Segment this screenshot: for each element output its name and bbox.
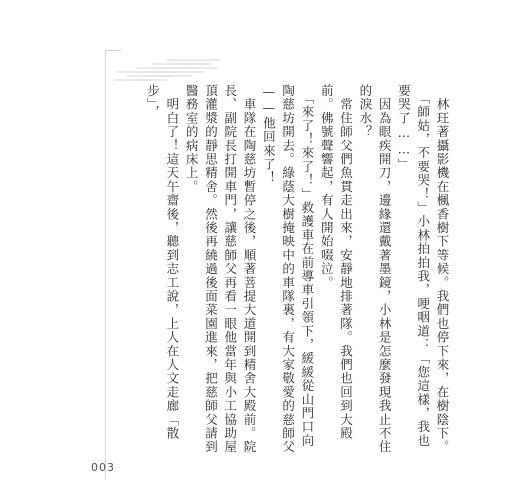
paragraph: 車隊在陶慈坊暫停之後，順著菩提大道開到精舍大殿前。院長、副院長打開車門，讓慈師父再看一眼他當年與小工協助屋頂灌漿的靜思精舍。然後再繞過後面菜園進來，把慈師父請到醫務室的病床上。 [184, 84, 258, 454]
margin-rule [105, 50, 106, 480]
paragraph: 常住師父們魚貫走出來，安靜地排著隊。我們也回到大殿前。佛號聲響起，有人開始啜泣。 [319, 84, 354, 441]
vertical-body-text [143, 84, 452, 456]
paragraph: 明白了！這天午齋後，聽到志工說，上人在人文走廊「散步」， [145, 84, 180, 441]
paragraph: 林玨著攝影機在楓香樹下等候。我們也停下來，在樹陰下。 [435, 84, 450, 454]
cloud-line-ornament-icon [112, 55, 222, 85]
paragraph: 「來了！來了！」救護車在前導車引領下，緩緩從山門口向陶慈坊開去。綠蔭大樹掩映中的車隊裏，有大家敬愛的慈師父——他回來了！ [261, 84, 315, 454]
paragraph: 因為眼疾開刀，邊緣還戴著墨鏡，小林是怎麼發現我止不住的淚水？ [357, 84, 393, 454]
paragraph: 「師姑，不要哭！」小林拍拍我，哽咽道：「您這樣，我也要哭了……」 [396, 84, 431, 448]
page-number: 003 [91, 461, 115, 474]
margin-rule-top [105, 50, 121, 51]
